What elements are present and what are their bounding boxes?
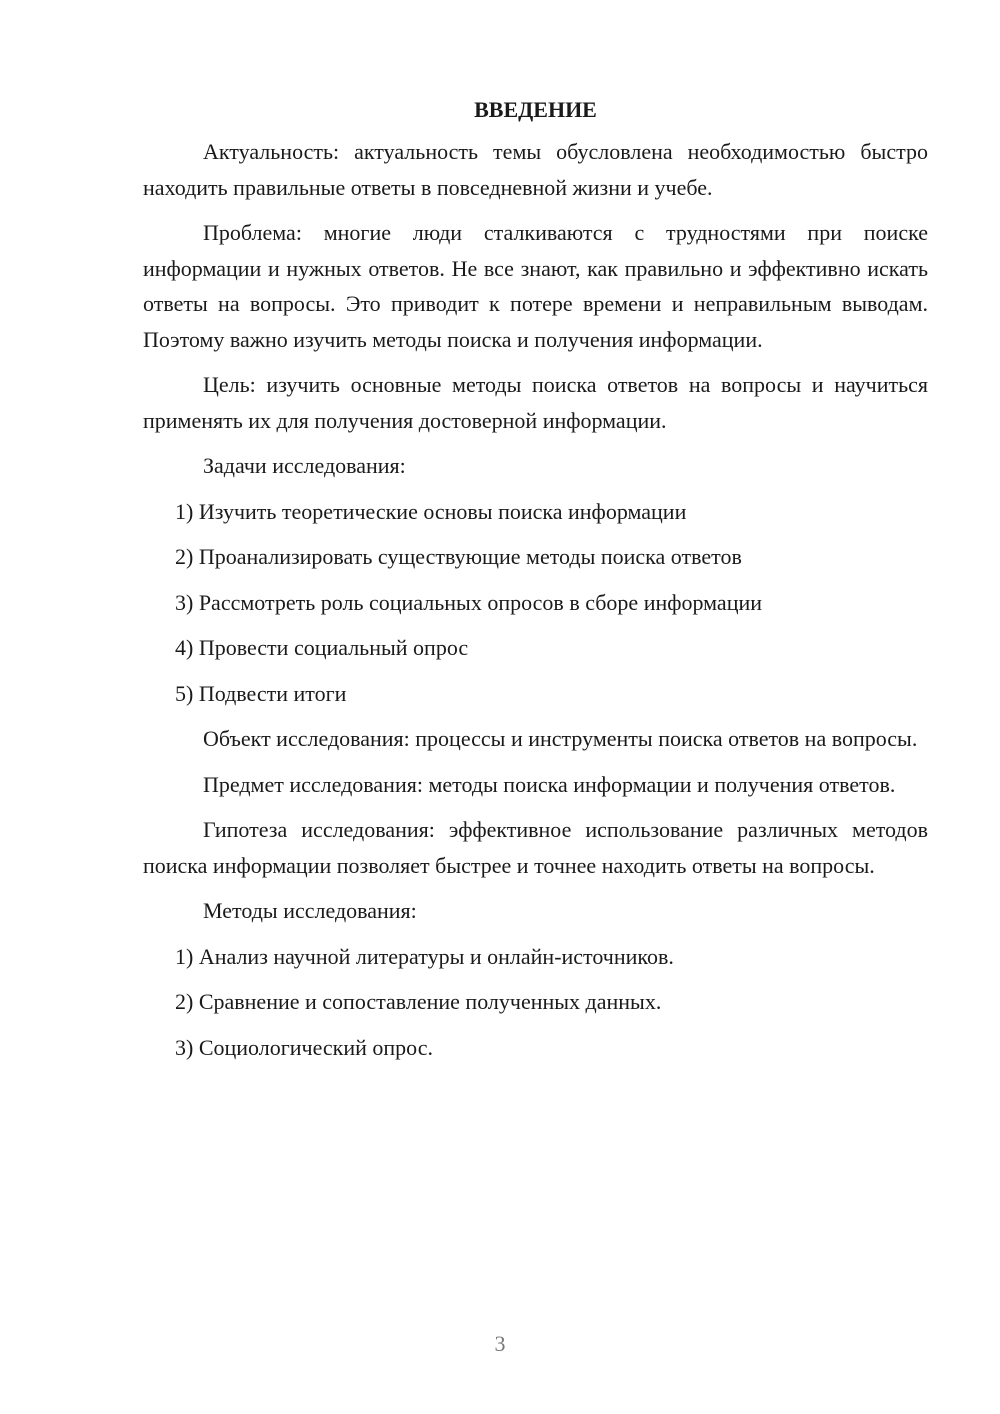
relevance-paragraph: Актуальность: актуальность темы обусловлена необходимостью быстро находить правильные ответы в повседневной жизни и учебе.: [143, 139, 928, 200]
subject-paragraph: Предмет исследования: методы поиска информации и получения ответов.: [203, 771, 896, 797]
hypothesis-paragraph: Гипотеза исследования: эффективное использование различных методов поиска информации позволяет быстрее и точнее находить ответы на вопросы.: [143, 817, 928, 878]
document-page: [143, 94, 928, 1075]
goal-paragraph: Цель: изучить основные методы поиска ответов на вопросы и научиться применять их для получения достоверной информации.: [143, 372, 928, 433]
method-item: 3) Социологический опрос.: [175, 1034, 433, 1060]
tasks-list: [143, 494, 928, 712]
methods-heading: Методы исследования:: [203, 898, 417, 923]
task-item: 3) Рассмотреть роль социальных опросов в сборе информации: [175, 589, 763, 615]
method-item: 1) Анализ научной литературы и онлайн-источников.: [175, 943, 674, 969]
task-item: 2) Проанализировать существующие методы поиска ответов: [175, 544, 742, 569]
task-item: 4) Провести социальный опрос: [175, 635, 469, 660]
task-item: 5) Подвести итоги: [175, 680, 347, 706]
method-item: 2) Сравнение и сопоставление полученных данных.: [175, 989, 662, 1014]
task-item: 1) Изучить теоретические основы поиска информации: [175, 498, 687, 524]
object-paragraph: Объект исследования: процессы и инструменты поиска ответов на вопросы.: [203, 726, 918, 751]
tasks-heading: Задачи исследования:: [203, 453, 406, 478]
methods-list: [143, 939, 928, 1066]
page-title: ВВЕДЕНИЕ: [474, 97, 597, 122]
page-number: 3: [494, 1331, 506, 1356]
problem-paragraph: Проблема: многие люди сталкиваются с трудностями при поиске информации и нужных ответов. Не все знают, как правильно и эффективно искать ответы на вопросы. Это приводит к потере времени и неправильным выводам. Поэтому важно изучить методы поиска и получения информации.: [143, 220, 928, 352]
